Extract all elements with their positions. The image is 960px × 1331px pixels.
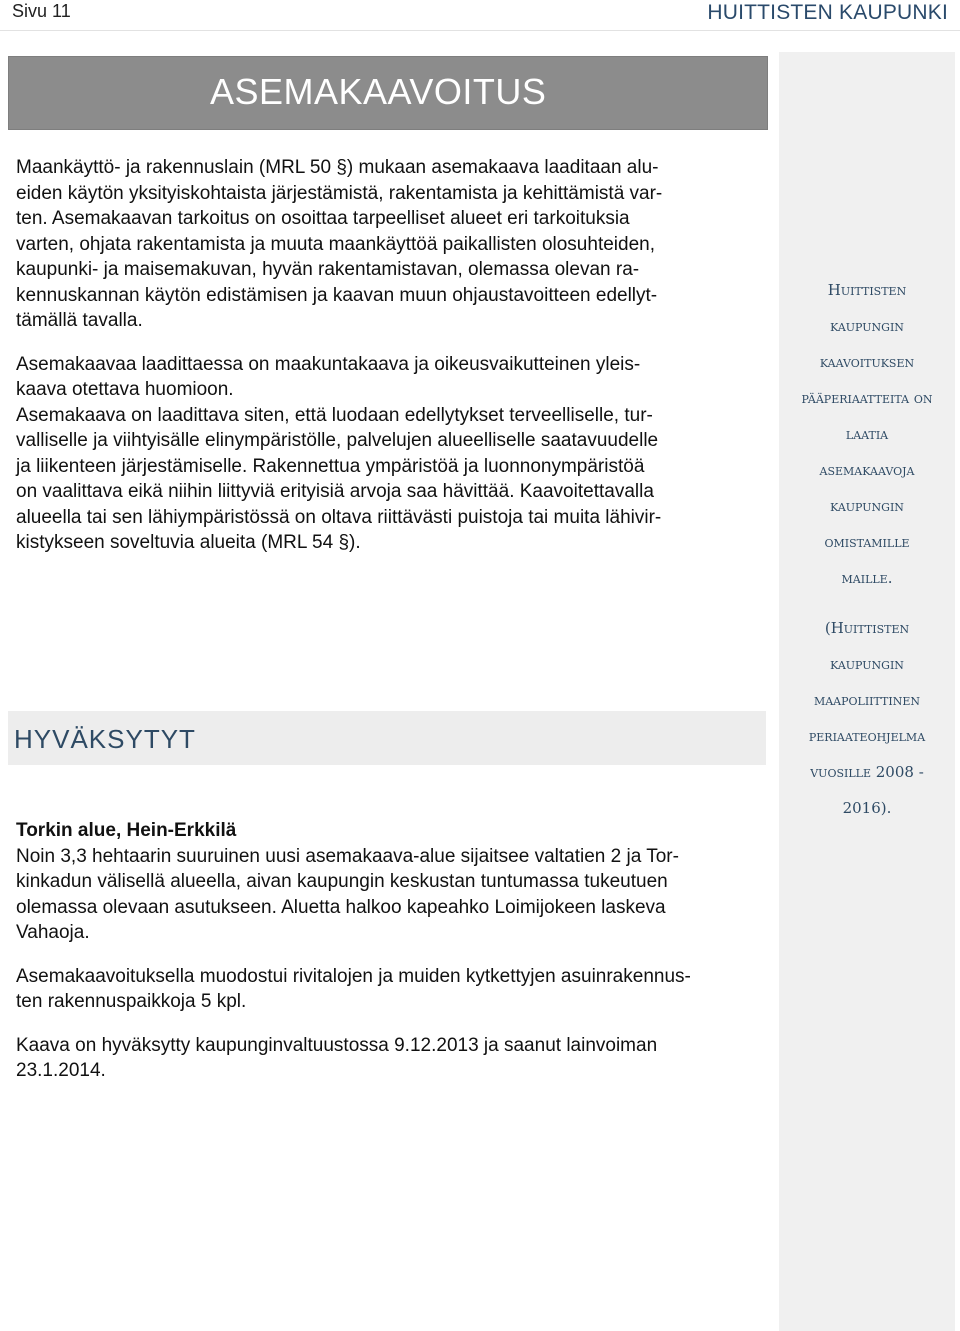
- sidebar-spacer: [779, 596, 955, 610]
- sidebar-line: omistamille: [824, 533, 910, 551]
- sidebar-line: 2016).: [842, 799, 892, 817]
- page-title: ASEMAKAAVOITUS: [210, 71, 547, 112]
- text-line: Asemakaavoituksella muodostui rivitalojen ja muiden kytkettyjen asuinrakennus-: [16, 965, 691, 987]
- header-divider: [0, 30, 960, 31]
- text-line: ten. Asemakaavan tarkoitus on osoittaa tarpeelliset alueet eri tarkoituksia: [16, 208, 630, 229]
- plan-paragraph-2: [16, 964, 766, 1015]
- text-line: ja liikenteen järjestämiselle. Rakennettua ympäristöä ja luonnonympäristöä: [16, 455, 645, 477]
- intro-paragraph-1: [16, 155, 766, 334]
- text-line: on vaalittava eikä niihin liittyviä erityisiä arvoja saa hävittää. Kaavoitettavalla: [16, 481, 654, 502]
- intro-text: [16, 155, 766, 556]
- sidebar-quote: [779, 272, 955, 826]
- city-name: HUITTISTEN KAUPUNKI: [707, 1, 948, 24]
- approved-plan-text: [16, 818, 766, 1084]
- sidebar-line: (Huittisten: [824, 619, 910, 637]
- text-line: kaupunki- ja maisemakuvan, hyvän rakentamistavan, olemassa olevan ra-: [16, 259, 640, 280]
- text-line: Maankäyttö- ja rakennuslain (MRL 50 §) mukaan asemakaava laaditaan alu-: [16, 157, 659, 178]
- sidebar-line: kaupungin: [830, 497, 904, 515]
- sidebar-line: laatia: [845, 425, 889, 443]
- text-line: tämällä tavalla.: [16, 310, 143, 331]
- text-line: varten, ohjata rakentamista ja muuta maankäyttöä paikallisten olosuhteiden,: [16, 233, 655, 255]
- plan-paragraph-1: [16, 844, 766, 946]
- text-line: Noin 3,3 hehtaarin suuruinen uusi asemakaava-alue sijaitsee valtatien 2 ja Tor-: [16, 845, 679, 867]
- sidebar-line: vuosille 2008 -: [810, 763, 924, 781]
- text-line: Vahaoja.: [16, 922, 90, 943]
- plan-heading: Torkin alue, Hein-Erkkilä: [16, 820, 237, 841]
- sidebar-line: pääperiaatteita on: [801, 389, 933, 407]
- text-line: Asemakaava on laadittava siten, että luodaan edellytykset terveelliselle, tur-: [16, 404, 653, 426]
- section-title: HYVÄKSYTYT: [14, 724, 196, 754]
- sidebar-line: Huittisten: [827, 281, 907, 299]
- plan-paragraph-3: [16, 1033, 766, 1084]
- text-line: ten rakennuspaikkoja 5 kpl.: [16, 991, 247, 1012]
- intro-paragraph-2: [16, 352, 766, 556]
- sidebar-line: maapoliittinen: [813, 691, 921, 709]
- text-line: kistykseen soveltuvia alueita (MRL 54 §).: [16, 532, 361, 553]
- text-line: kennuskannan käytön edistämisen ja kaavan muun ohjaustavoitteen edellyt-: [16, 284, 658, 306]
- text-line: eiden käytön yksityiskohtaista järjestämistä, rakentamista ja kehittämistä var-: [16, 182, 663, 204]
- sidebar-line: kaupungin: [830, 317, 904, 335]
- text-line: olemassa olevaan asutukseen. Aluetta halkoo kapeahko Loimijokeen laskeva: [16, 896, 666, 918]
- text-line: Asemakaavaa laadittaessa on maakuntakaava ja oikeusvaikutteinen yleis-: [16, 353, 641, 375]
- sidebar-line: asemakaavoja: [819, 461, 915, 479]
- text-line: Kaava on hyväksytty kaupunginvaltuustossa 9.12.2013 ja saanut lainvoiman: [16, 1034, 658, 1056]
- text-line: 23.1.2014.: [16, 1060, 106, 1081]
- text-line: alueella tai sen lähiympäristössä on oltava riittävästi puistoja tai muita lähivir-: [16, 506, 662, 528]
- text-line: kinkadun välisellä alueella, aivan kaupungin keskustan tuntumassa tukeutuen: [16, 871, 668, 892]
- sidebar-line: periaateohjelma: [808, 727, 926, 745]
- page-number: Sivu 11: [12, 1, 71, 21]
- sidebar-line: kaupungin: [830, 655, 904, 673]
- text-line: valliselle ja viihtyisälle elinympäristölle, palvelujen alueelliselle saatavuudelle: [16, 430, 659, 451]
- sidebar-line: kaavoituksen: [819, 353, 915, 371]
- text-line: kaava otettava huomioon.: [16, 379, 234, 400]
- sidebar-line: maille.: [841, 569, 893, 587]
